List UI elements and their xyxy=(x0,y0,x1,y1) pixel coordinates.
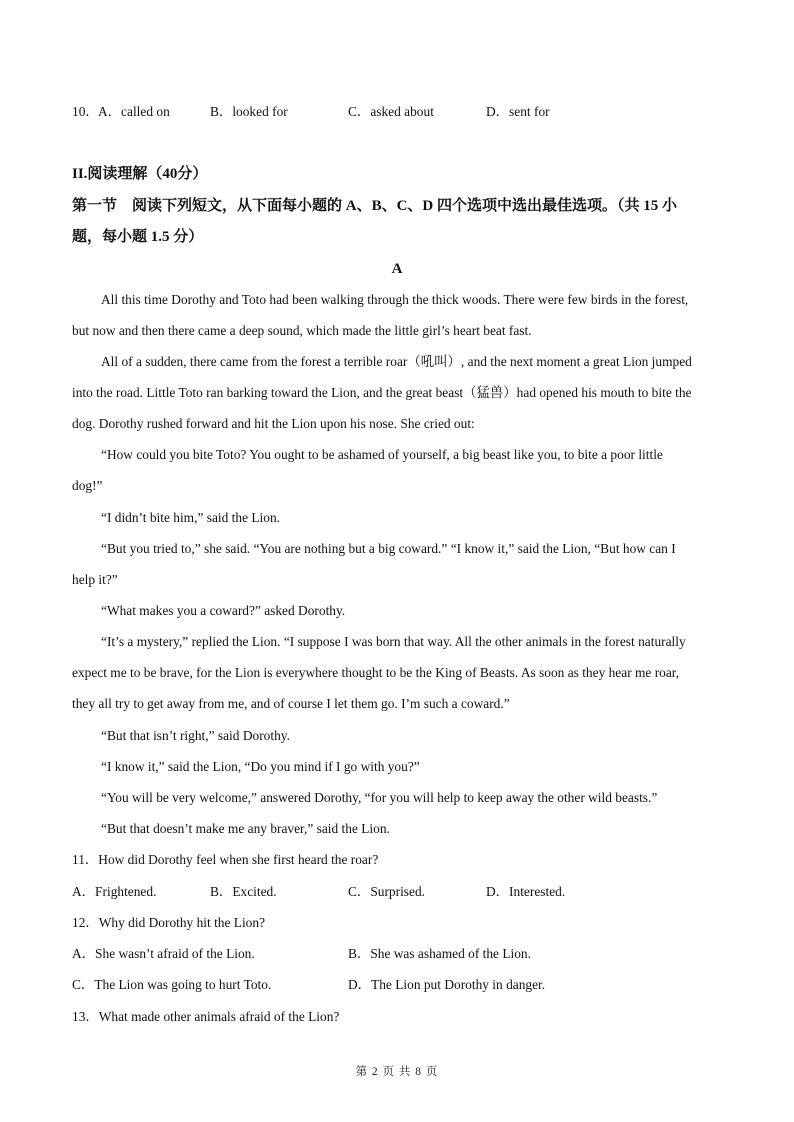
passage-line: “I didn’t bite him,” said the Lion. xyxy=(101,510,281,525)
section-instruction-1: 第一节 阅读下列短文，从下面每小题的 A、B、C、D 四个选项中选出最佳选项。（共 15 小 xyxy=(72,198,678,214)
passage-line: All of a sudden, there came from the forest a terrible roar（吼叫）, and the next moment a great Lion jumped xyxy=(101,354,692,369)
q11-option-d: D．Interested. xyxy=(486,884,566,899)
passage-line: expect me to be brave, for the Lion is everywhere thought to be the King of Beasts. As soon as they hear me roar, xyxy=(72,665,680,680)
q12-option-c: C．The Lion was going to hurt Toto. xyxy=(72,977,272,992)
passage-line: “But that doesn’t make me any braver,” said the Lion. xyxy=(101,821,390,836)
section-heading: II.阅读理解（40分） xyxy=(72,166,208,182)
q10-option-c: C．asked about xyxy=(348,104,434,119)
q12-option-d: D．The Lion put Dorothy in danger. xyxy=(348,977,546,992)
q12-option-b: B．She was ashamed of the Lion. xyxy=(348,946,531,961)
passage-line: “I know it,” said the Lion, “Do you mind if I go with you?” xyxy=(101,759,420,774)
section-instruction-2: 题，每小题 1.5 分） xyxy=(72,229,204,245)
q10-option-a: A．called on xyxy=(98,104,170,119)
q11-option-a: A．Frightened. xyxy=(72,884,157,899)
page-footer: 第 2 页 共 8 页 xyxy=(355,1066,439,1078)
passage-line: “You will be very welcome,” answered Dorothy, “for you will help to keep away the other wild beasts.” xyxy=(101,790,658,805)
passage-line: but now and then there came a deep sound, which made the little girl’s heart beat fast. xyxy=(72,323,532,338)
q13-stem: 13．What made other animals afraid of the Lion? xyxy=(72,1009,340,1024)
passage-line: into the road. Little Toto ran barking toward the Lion, and the great beast（猛兽）had opened his mouth to bite the xyxy=(72,385,692,400)
q12-option-a: A．She wasn’t afraid of the Lion. xyxy=(72,946,255,961)
q11-stem: 11．How did Dorothy feel when she first heard the roar? xyxy=(72,852,379,867)
q11-option-c: C．Surprised. xyxy=(348,884,425,899)
passage-line: “But that isn’t right,” said Dorothy. xyxy=(101,728,290,743)
q12-stem: 12．Why did Dorothy hit the Lion? xyxy=(72,915,266,930)
q10-option-d: D．sent for xyxy=(486,104,550,119)
passage-line: they all try to get away from me, and of course I let them go. I’m such a coward.” xyxy=(72,696,510,711)
passage-line: All this time Dorothy and Toto had been walking through the thick woods. There were few birds in the forest, xyxy=(101,292,689,307)
passage-line: help it?” xyxy=(72,572,118,587)
passage-line: “What makes you a coward?” asked Dorothy. xyxy=(101,603,346,618)
passage-line: “But you tried to,” she said. “You are nothing but a big coward.” “I know it,” said the Lion, “But how can I xyxy=(101,541,676,556)
q10-option-b: B．looked for xyxy=(210,104,288,119)
q11-option-b: B．Excited. xyxy=(210,884,277,899)
q10-number: 10． xyxy=(72,104,99,119)
passage-line: “How could you bite Toto? You ought to be ashamed of yourself, a big beast like you, to bite a poor little xyxy=(101,447,663,462)
passage-line: “It’s a mystery,” replied the Lion. “I suppose I was born that way. All the other animals in the forest naturally xyxy=(101,634,686,649)
passage-title: A xyxy=(391,261,403,277)
passage-line: dog. Dorothy rushed forward and hit the Lion upon his nose. She cried out: xyxy=(72,416,475,431)
passage-line: dog!” xyxy=(72,478,103,493)
